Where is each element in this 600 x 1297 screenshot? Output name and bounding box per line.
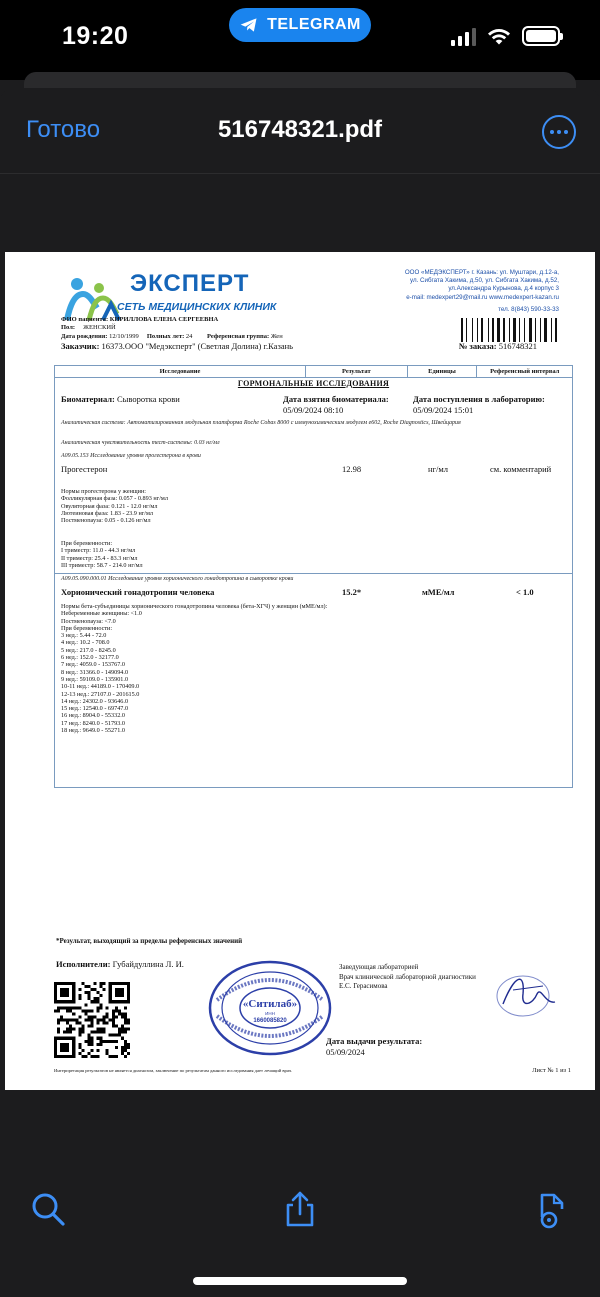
share-icon[interactable] <box>280 1189 320 1229</box>
customer-row: Заказчик: 16373.ООО "Медэксперт" (Светлая Долина) г.Казань <box>61 341 294 351</box>
norm-line: Небеременные женщины: <1.0 <box>61 610 142 618</box>
col-units: Единицы <box>408 366 478 377</box>
home-indicator <box>193 1277 407 1285</box>
pdf-page[interactable] <box>5 252 595 1090</box>
out-of-range-footnote: *Результат, выходящий за пределы референсных значений <box>56 937 243 945</box>
norm-line: 7 нед.: 4059.0 - 153767.0 <box>61 661 125 669</box>
norm-line: Нормы бета-субъединицы хорионического гонадотропина человека (бета-ХГЧ) у женщин (мМЕ/мл): <box>61 603 328 610</box>
table-header <box>55 366 572 378</box>
test2-name: Хорионический гонадотропин человека <box>61 587 215 597</box>
test2-norms <box>61 603 327 734</box>
sheet-number: Лист № 1 из 1 <box>532 1067 571 1074</box>
logo-name: ЭКСПЕРТ <box>130 270 250 297</box>
nav-bar <box>0 88 600 174</box>
test1-name: Прогестерон <box>61 464 108 474</box>
norm-line: 12-13 нед.: 27107.0 - 201615.0 <box>61 690 140 698</box>
received-date: Дата поступления в лабораторию: 05/09/2024 15:01 <box>413 394 545 415</box>
test1-norms: Нормы прогестерона у женщин: Фолликулярная фаза: 0.057 - 0.893 нг/мл Овуляторная фаза: 0.121 - 12.0 нг/мл Лютеиновая фаза: 1.83 - 23.9 нг/мл Постменопауза: 0.05 - 0.126 нг/мл <box>61 488 168 525</box>
norm-line: 17 нед.: 8240.0 - 51793.0 <box>61 719 125 727</box>
norm-line: Постменопауза: <7.0 <box>61 617 116 625</box>
section-title: ГОРМОНАЛЬНЫЕ ИССЛЕДОВАНИЯ <box>237 379 390 388</box>
patient-dob-row: Дата рождения: 12/10/1999 Полных лет: 24 Референсная группа: Жен <box>61 333 283 340</box>
test1-result: 12.98 <box>342 464 362 474</box>
norm-line: 18 нед.: 9649.0 - 55271.0 <box>61 727 125 735</box>
order-barcode <box>461 318 559 342</box>
norm-line: 10-11 нед.: 44189.0 - 170409.0 <box>61 683 140 691</box>
ellipsis-circle-icon[interactable] <box>542 115 576 149</box>
norm-line: 5 нед.: 217.0 - 8245.0 <box>61 646 116 654</box>
battery-icon <box>522 26 560 46</box>
test1-code: А09.05.153 Исследование уровня прогестерона в крови <box>61 453 201 459</box>
test2-units: мМЕ/мл <box>422 587 455 597</box>
norm-line: 9 нед.: 59109.0 - 135901.0 <box>61 675 129 683</box>
sensitivity-note: Аналитическая чувствительность тест-системы: 0.03 нг/мл <box>61 440 220 446</box>
stamp-inn-label: ИНН <box>265 1011 275 1016</box>
test1-pregnancy-norms: При беременности: I триместр: 11.0 - 44.3 нг/мл II триместр: 25.4 - 83.3 нг/мл III триместр: 58.7 - 214.0 нг/мл <box>61 540 143 569</box>
norm-line: 6 нед.: 152.0 - 32177.0 <box>61 654 119 662</box>
back-to-telegram-button[interactable] <box>229 8 371 42</box>
executor: Исполнители: Губайдуллина Л. И. <box>56 959 184 969</box>
order-number: № заказа: 516748321 <box>458 341 537 351</box>
test1-units: нг/мл <box>428 464 449 474</box>
results-table <box>54 365 573 788</box>
signal-icon <box>451 26 476 46</box>
lab-head: Заведующая лабораторией Врач клинической лабораторной диагностики Е.С. Герасимова <box>339 963 476 990</box>
stamp-inn: 1660085820 <box>253 1018 287 1024</box>
norm-line: 15 нед.: 12540.0 - 69747.0 <box>61 705 129 713</box>
analytic-system-note: Аналитическая система: Автоматизированная модульная платформа Roche Cobas 8000 с иммунохимическим модулем е602, Roche Diagnostics, Швейцария <box>61 420 461 426</box>
collected-date: Дата взятия биоматериала: 05/09/2024 08:10 <box>283 394 389 415</box>
search-icon[interactable] <box>28 1189 68 1229</box>
file-title: 516748321.pdf <box>217 116 383 143</box>
telegram-icon <box>239 15 259 35</box>
qr-code-icon <box>54 982 130 1058</box>
test2-result: 15.2* <box>342 587 362 597</box>
clinic-address: ООО «МЕДЭКСПЕРТ» г. Казань: ул. Муштари, д.12-а, ул. Сибгата Хакима, д.50, ул. Сибгата Хакима, д.52, ул.Александра Курынова, д.4 корпус 3 e-mail: medexpert29@mail.ru www.medexpert-kazan.ru <box>404 269 559 301</box>
test2-reference: < 1.0 <box>516 587 534 597</box>
wifi-icon <box>486 26 512 46</box>
logo-subtitle: СЕТЬ МЕДИЦИНСКИХ КЛИНИК <box>117 301 277 313</box>
disclaimer: Интерпретация результатов не является диагнозом, заключение по результатам данного исследования дает лечащий врач. <box>54 1068 293 1073</box>
back-app-label: TELEGRAM <box>267 16 361 33</box>
col-study: Исследование <box>55 366 306 377</box>
issue-date: Дата выдачи результата: 05/09/2024 <box>326 1036 423 1057</box>
status-bar <box>0 0 600 80</box>
done-button[interactable]: Готово <box>26 116 101 143</box>
row-divider <box>55 573 572 574</box>
col-reference: Референсный интервал <box>490 368 560 375</box>
norm-line: 16 нед.: 8904.0 - 55332.0 <box>61 712 125 720</box>
norm-line: 3 нед.: 5.44 - 72.0 <box>61 632 107 640</box>
stamp-name: «Ситилаб» <box>242 998 298 1010</box>
test2-code: А09.05.090.000.01 Исследование уровня хорионического гонадотропина в сыворотке крови <box>61 576 294 582</box>
signature-icon <box>493 964 563 1019</box>
patient-sex-row: Пол: ЖЕНСКИЙ <box>61 324 116 331</box>
seal-stamp-icon <box>205 958 335 1058</box>
norm-line: 4 нед.: 10.2 - 708.0 <box>61 639 110 647</box>
col-result: Результат <box>306 366 408 377</box>
norm-line: 8 нед.: 31366.0 - 149094.0 <box>61 668 129 676</box>
norm-line: 14 нед.: 24302.0 - 93646.0 <box>61 697 129 705</box>
status-time: 19:20 <box>62 22 129 50</box>
test1-reference: см. комментарий <box>490 464 552 474</box>
patient-name-row: ФИО пациента: КИРИЛЛОВА ЕЛЕНА СЕРГЕЕВНА <box>61 316 219 323</box>
markup-icon[interactable] <box>532 1189 572 1229</box>
norm-line: При беременности: <box>61 624 113 632</box>
biomaterial-row: Биоматериал: Сыворотка крови <box>61 394 180 404</box>
clinic-phone: тел. 8(843) 590-33-33 <box>498 306 559 313</box>
